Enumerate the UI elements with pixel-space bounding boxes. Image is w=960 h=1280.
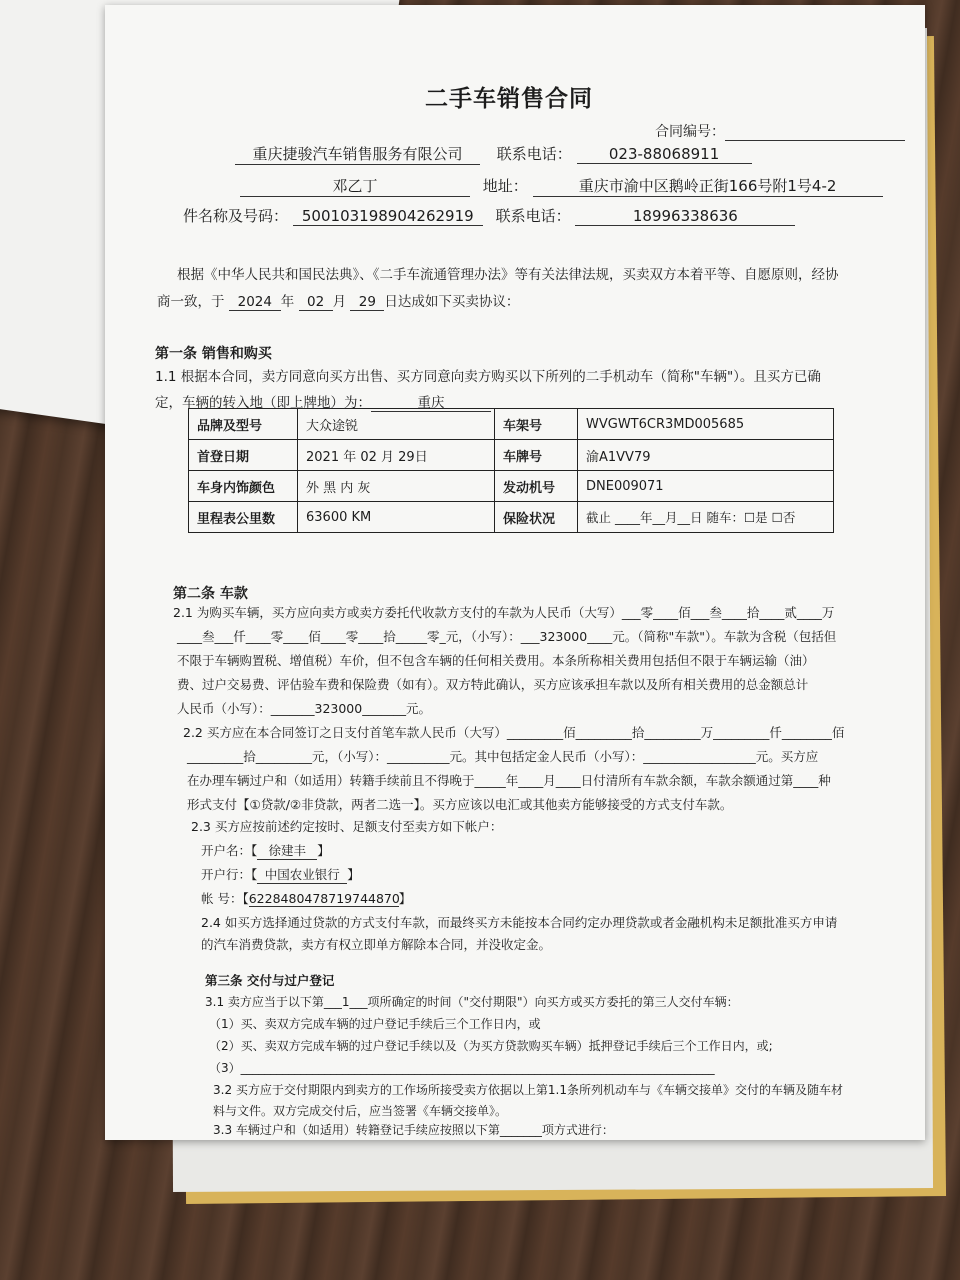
engine-no-label: 发动机号 <box>495 471 578 502</box>
s3-line: 3.2 买方应于交付期限内到卖方的工作场所接受卖方依据以上第1.1条所列机动车与《车辆交接单》交付的车辆及随车材 <box>213 1083 843 1097</box>
vin-label: 车架号 <box>495 409 578 440</box>
contract-no-label: 合同编号： <box>655 121 905 141</box>
s3-line: 3.3 车辆过户和（如适用）转籍登记手续应按照以下第_______项方式进行： <box>213 1123 614 1137</box>
s3-line: 料与文件。双方完成交付后，应当签署《车辆交接单》。 <box>213 1104 508 1118</box>
intro-line-1: 根据《中华人民共和国民法典》、《二手车流通管理办法》等有关法律法规，买卖双方本着平等、自愿原则，经协 <box>177 267 839 283</box>
brand-model-value: 大众途锐 <box>298 409 495 440</box>
color-label: 车身内饰颜色 <box>189 471 298 502</box>
s3-line: （3）_______________________________________________________________________________ <box>209 1061 715 1075</box>
s2-p1-line: 人民币（小写）：_______323000_______元。 <box>177 701 431 716</box>
s2-p1-line: 费、过户交易费、评估验车费和保险费（如有）。双方特此确认，买方应该承担车款以及所有相关费用的总金额总计 <box>177 677 809 692</box>
s2-p3: 2.3 买方应按前述约定按时、足额支付至卖方如下帐户： <box>191 819 503 834</box>
buyer-id-number: 500103198904262919 <box>293 207 483 226</box>
seller-phone: 023-88068911 <box>577 145 752 164</box>
table-row <box>189 440 834 471</box>
seller-line: 重庆捷骏汽车销售服务有限公司 联系电话： 023-88068911 <box>235 143 752 165</box>
plate-value: 渝A1VV79 <box>578 440 834 471</box>
s2-p4-line: 的汽车消费贷款，卖方有权立即单方解除本合同，并没收定金。 <box>201 937 552 952</box>
buyer-name: 邓乙丁 <box>240 175 470 197</box>
mileage-label: 里程表公里数 <box>189 502 298 533</box>
insurance-label: 保险状况 <box>495 502 578 533</box>
bank-name-line: 开户行：【 中国农业银行 】 <box>201 867 360 882</box>
s1-paragraph-line-2: 定，车辆的转入地（即上牌地）为： 重庆 <box>155 391 491 412</box>
table-row <box>189 409 834 440</box>
s2-p2-line: 形式支付【①贷款/②非贷款，两者二选一】。买方应该以电汇或其他卖方能够接受的方式支付车款。 <box>187 797 733 812</box>
vehicle-info-table <box>188 408 834 533</box>
contract-page <box>105 5 925 1140</box>
section-2-heading: 第二条 车款 <box>173 586 248 602</box>
buyer-line: 邓乙丁 地址： 重庆市渝中区鹅岭正街166号附1号4-2 <box>240 175 883 197</box>
engine-no-value: DNE009071 <box>578 471 834 502</box>
buyer-phone: 18996338636 <box>575 207 795 226</box>
s2-p1-line: ____叁___仟____零____佰____零____拾_____零_元，（小写）：___323000____元。（简称"车款"）。车款为含税（包括但 <box>177 629 837 644</box>
section-3-heading: 第三条 交付与过户登记 <box>205 973 335 988</box>
account-number-line: 帐 号：【6228480478719744870】 <box>201 891 412 906</box>
account-number: 6228480478719744870 <box>248 891 400 906</box>
section-1-heading: 第一条 销售和购买 <box>155 346 272 362</box>
s2-p2-line: 在办理车辆过户和（如适用）转籍手续前且不得晚于_____年____月____日付清所有车款余额，车款余额通过第____种 <box>187 773 831 788</box>
intro-line-2: 商一致，于 2024 年 02 月 29 日达成如下买卖协议： <box>157 294 520 310</box>
s2-p2-line: _________拾_________元，（小写）：__________元。其中包括定金人民币（小写）：__________________元。买方应 <box>187 749 819 764</box>
s3-line: （2）买、卖双方完成车辆的过户登记手续以及（为买方贷款购买车辆）抵押登记手续后三个工作日内，或; <box>209 1039 773 1053</box>
first-registration-label: 首登日期 <box>189 440 298 471</box>
table-row <box>189 471 834 502</box>
table-row <box>189 502 834 533</box>
s3-line: 3.1 卖方应当于以下第___1___项所确定的时间（"交付期限"）向买方或买方委托的第三人交付车辆： <box>205 995 739 1009</box>
s2-p2-line: 2.2 买方应在本合同签订之日支付首笔车款人民币（大写）_________佰_________拾_________万_________仟________佰 <box>183 725 845 740</box>
first-registration-value: 2021 年 02 月 29日 <box>298 440 495 471</box>
seller-name: 重庆捷骏汽车销售服务有限公司 <box>235 143 480 165</box>
plate-label: 车牌号 <box>495 440 578 471</box>
mileage-value: 63600 KM <box>298 502 495 533</box>
brand-model-label: 品牌及型号 <box>189 409 298 440</box>
s3-line: （1）买、卖双方完成车辆的过户登记手续后三个工作日内，或 <box>209 1017 541 1031</box>
document-title: 二手车销售合同 <box>425 86 593 112</box>
account-holder-line: 开户名：【 徐建丰 】 <box>201 843 330 858</box>
account-holder: 徐建丰 <box>257 841 317 860</box>
s2-p1-line: 2.1 为购买车辆，买方应向卖方或卖方委托代收款方支付的车款为人民币（大写）___零____佰___叁____拾____贰____万 <box>173 605 835 620</box>
vin-value: WVGWT6CR3MD005685 <box>578 409 834 440</box>
bank-name: 中国农业银行 <box>257 865 347 884</box>
s1-paragraph-line-1: 1.1 根据本合同，卖方同意向买方出售、买方同意向卖方购买以下所列的二手机动车（简称"车辆"）。且买方已确 <box>155 369 821 385</box>
buyer-address: 重庆市渝中区鹅岭正街166号附1号4-2 <box>533 175 883 197</box>
color-value: 外 黑 内 灰 <box>298 471 495 502</box>
s2-p4-line: 2.4 如买方选择通过贷款的方式支付车款，而最终买方未能按本合同约定办理贷款或者金融机构未足额批准买方申请 <box>201 915 838 930</box>
s2-p1-line: 不限于车辆购置税、增值税）车价，但不包含车辆的任何相关费用。本条所称相关费用包括但不限于车辆运输（油） <box>177 653 815 668</box>
insurance-value: 截止 ____年__月__日 随车：☐是 ☐否 <box>578 502 834 533</box>
transfer-city: 重庆 <box>371 391 491 412</box>
buyer-id-line: 件名称及号码： 500103198904262919 联系电话： 18996338636 <box>183 205 795 226</box>
